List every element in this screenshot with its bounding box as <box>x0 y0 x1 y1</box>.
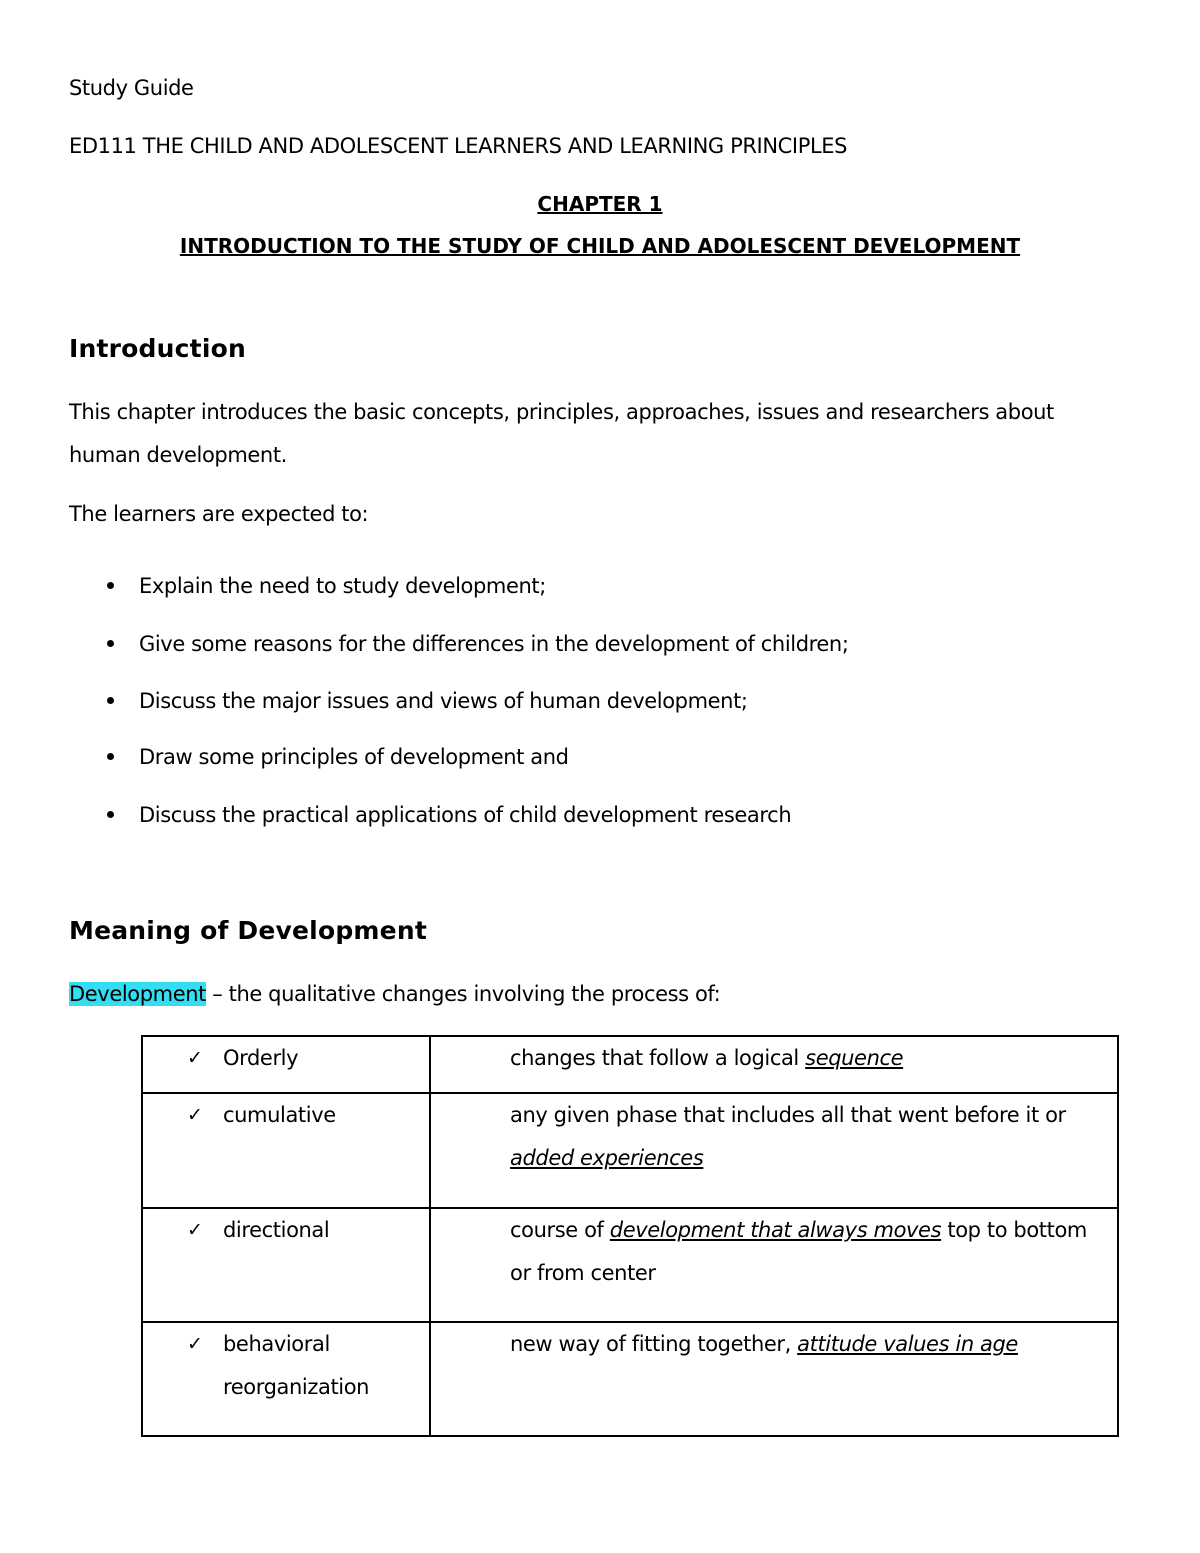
description-text: course of <box>510 1218 610 1242</box>
term-text: cumulative <box>223 1103 336 1127</box>
bullet-icon <box>107 811 114 818</box>
list-item: Discuss the practical applications of child development research <box>139 803 792 827</box>
checkmark-icon: ✓ <box>187 1104 203 1126</box>
chapter-title: INTRODUCTION TO THE STUDY OF CHILD AND ADOLESCENT DEVELOPMENT <box>179 234 1021 258</box>
term-text: Orderly <box>223 1046 299 1070</box>
bullet-icon <box>107 697 114 704</box>
term-text: directional <box>223 1218 330 1242</box>
table-cell-description <box>430 1208 1118 1322</box>
intro-paragraph-line1: This chapter introduces the basic concepts, principles, approaches, issues and researchers about <box>69 400 1054 424</box>
description-emphasis: added experiences <box>510 1146 704 1170</box>
description-emphasis: sequence <box>805 1046 904 1070</box>
checkmark-icon: ✓ <box>187 1333 203 1355</box>
bullet-icon <box>107 753 114 760</box>
bullet-icon <box>107 640 114 647</box>
definition-text: – the qualitative changes involving the process of: <box>205 982 721 1006</box>
table-row <box>142 1036 1118 1093</box>
table-cell-term <box>142 1093 430 1208</box>
table-cell-term <box>142 1322 430 1436</box>
chapter-number: CHAPTER 1 <box>537 192 663 216</box>
table-cell-description <box>430 1036 1118 1093</box>
list-item: Explain the need to study development; <box>139 574 546 598</box>
table-cell-description <box>430 1322 1118 1436</box>
description-text: new way of fitting together, <box>510 1332 798 1356</box>
course-title: ED111 THE CHILD AND ADOLESCENT LEARNERS AND LEARNING PRINCIPLES <box>69 134 848 158</box>
highlighted-term: Development <box>69 982 206 1006</box>
list-item: Discuss the major issues and views of human development; <box>139 689 748 713</box>
bullet-icon <box>107 582 114 589</box>
expected-label: The learners are expected to: <box>69 502 369 526</box>
description-text: changes that follow a logical <box>510 1046 806 1070</box>
study-guide-label: Study Guide <box>69 76 194 100</box>
description-emphasis: development that always moves <box>609 1218 942 1242</box>
table-row <box>142 1322 1118 1436</box>
description-text-tail: top to bottom <box>941 1218 1087 1242</box>
definition-line <box>69 981 720 1007</box>
development-table <box>141 1035 1119 1437</box>
checkmark-icon: ✓ <box>187 1047 203 1069</box>
checkmark-icon: ✓ <box>187 1219 203 1241</box>
list-item: Give some reasons for the differences in the development of children; <box>139 632 849 656</box>
table-cell-term <box>142 1208 430 1322</box>
introduction-heading: Introduction <box>69 334 246 363</box>
table-row <box>142 1208 1118 1322</box>
description-emphasis: attitude values in age <box>797 1332 1018 1356</box>
intro-paragraph-line2: human development. <box>69 443 287 467</box>
meaning-heading: Meaning of Development <box>69 916 427 945</box>
term-text: behavioral <box>223 1332 330 1356</box>
table-cell-term <box>142 1036 430 1093</box>
list-item: Draw some principles of development and <box>139 745 569 769</box>
description-text: any given phase that includes all that went before it or <box>510 1103 1066 1127</box>
term-text-line2: reorganization <box>223 1375 370 1399</box>
table-row <box>142 1093 1118 1208</box>
table-cell-description <box>430 1093 1118 1208</box>
description-line2: or from center <box>510 1261 656 1285</box>
